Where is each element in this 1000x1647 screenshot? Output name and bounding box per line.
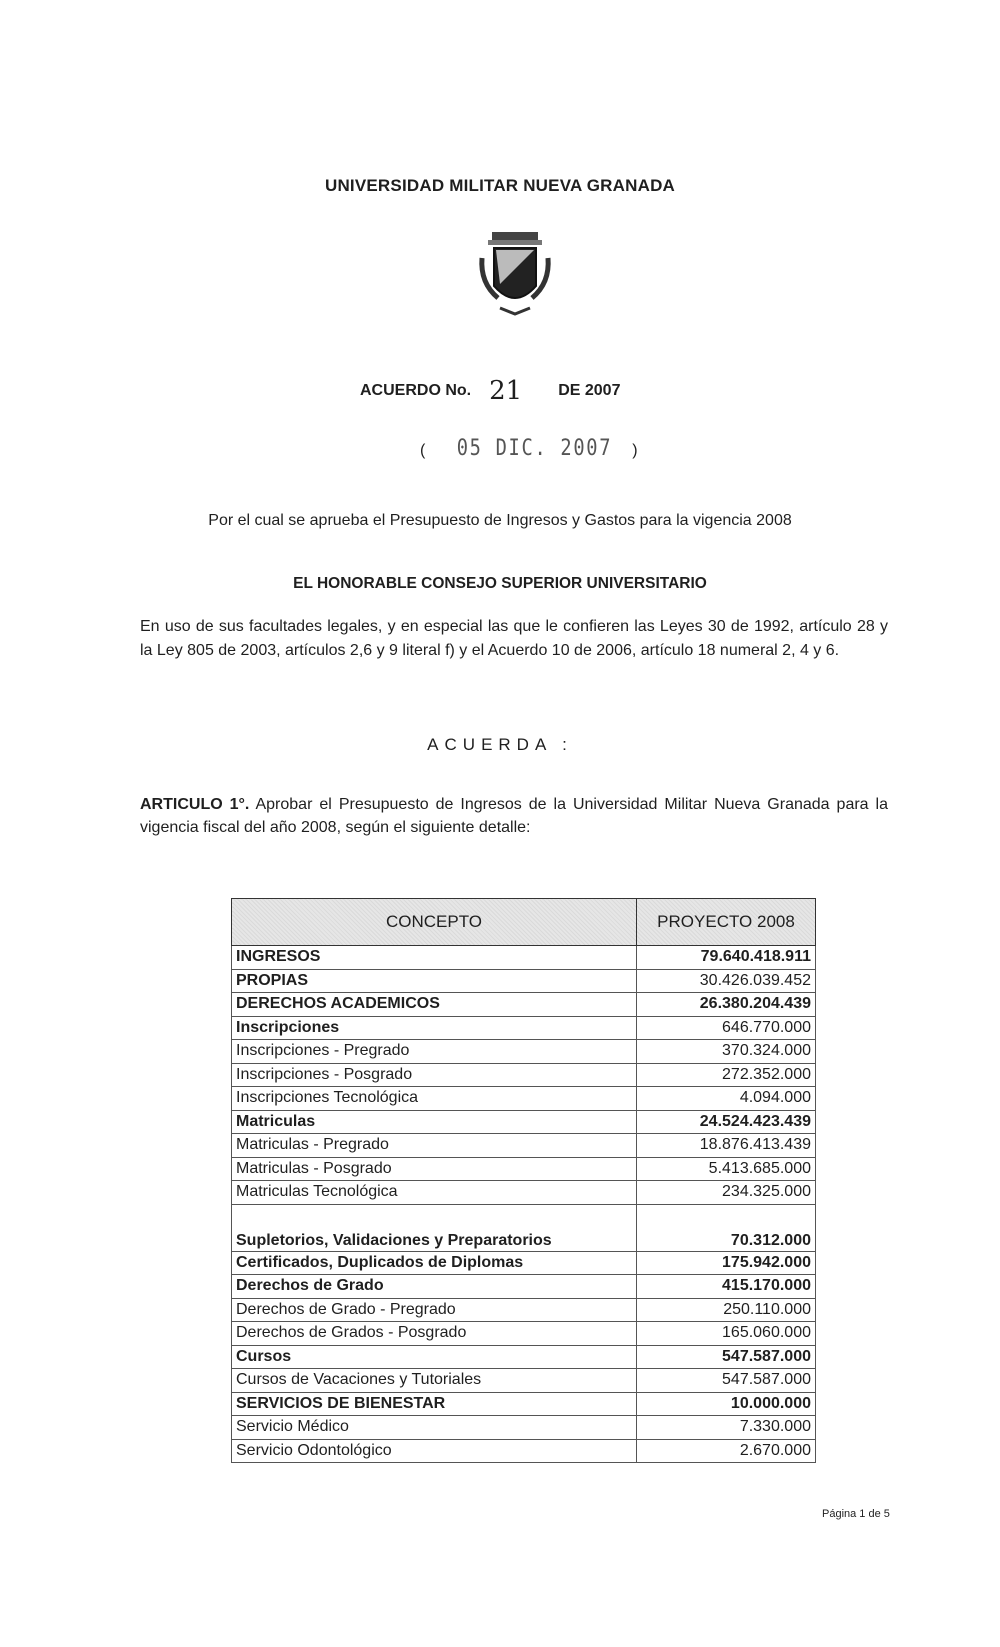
row-value: 2.670.000 xyxy=(637,1439,816,1463)
row-value: 10.000.000 xyxy=(637,1392,816,1416)
acuerdo-number: 21 xyxy=(489,376,523,406)
table-header-row xyxy=(232,899,816,946)
table-row xyxy=(232,1134,816,1158)
row-value: 24.524.423.439 xyxy=(637,1110,816,1134)
row-value: 18.876.413.439 xyxy=(637,1134,816,1158)
table-row xyxy=(232,993,816,1017)
table-row xyxy=(232,1110,816,1134)
row-concept: SERVICIOS DE BIENESTAR xyxy=(232,1392,637,1416)
row-value: 175.942.000 xyxy=(637,1251,816,1275)
row-value: 165.060.000 xyxy=(637,1322,816,1346)
row-concept: Derechos de Grado xyxy=(232,1275,637,1299)
table-row xyxy=(232,1369,816,1393)
header-proyecto-2008: PROYECTO 2008 xyxy=(637,899,816,946)
row-value: 79.640.418.911 xyxy=(637,946,816,970)
row-concept: Matriculas Tecnológica xyxy=(232,1181,637,1205)
table-row xyxy=(232,1016,816,1040)
row-concept: Inscripciones - Pregrado xyxy=(232,1040,637,1064)
row-concept: Certificados, Duplicados de Diplomas xyxy=(232,1251,637,1275)
row-value: 4.094.000 xyxy=(637,1087,816,1111)
article-1-paragraph xyxy=(140,793,888,839)
table-row xyxy=(232,1298,816,1322)
article-1-label: ARTICULO 1°. xyxy=(140,796,250,813)
row-concept: Servicio Odontológico xyxy=(232,1439,637,1463)
table-row xyxy=(232,1063,816,1087)
date-open-paren: ( xyxy=(420,442,426,459)
row-value: 370.324.000 xyxy=(637,1040,816,1064)
article-1-text: Aprobar el Presupuesto de Ingresos de la Universidad Militar Nueva Granada para la vigencia fiscal del año 2008, según el siguiente detalle: xyxy=(140,796,889,836)
council-heading: EL HONORABLE CONSEJO SUPERIOR UNIVERSITARIO xyxy=(293,575,707,592)
row-concept: Supletorios, Validaciones y Preparatorios xyxy=(232,1204,637,1251)
table-row xyxy=(232,1322,816,1346)
budget-table xyxy=(231,898,816,1463)
row-concept: Cursos de Vacaciones y Tutoriales xyxy=(232,1369,637,1393)
row-value: 646.770.000 xyxy=(637,1016,816,1040)
row-value: 26.380.204.439 xyxy=(637,993,816,1017)
row-concept: DERECHOS ACADEMICOS xyxy=(232,993,637,1017)
row-value: 547.587.000 xyxy=(637,1345,816,1369)
row-value: 547.587.000 xyxy=(637,1369,816,1393)
date-stamp: 05 DIC. 2007 xyxy=(457,436,613,461)
table-row xyxy=(232,1345,816,1369)
row-value: 7.330.000 xyxy=(637,1416,816,1440)
document-subtitle: Por el cual se aprueba el Presupuesto de Ingresos y Gastos para la vigencia 2008 xyxy=(208,512,792,529)
page-number: Página 1 de 5 xyxy=(822,1508,890,1520)
table-row xyxy=(232,1416,816,1440)
row-concept: Matriculas - Posgrado xyxy=(232,1157,637,1181)
row-concept: Servicio Médico xyxy=(232,1416,637,1440)
row-value: 70.312.000 xyxy=(637,1204,816,1251)
row-concept: PROPIAS xyxy=(232,969,637,993)
row-concept: INGRESOS xyxy=(232,946,637,970)
table-row xyxy=(232,1275,816,1299)
acuerdo-heading xyxy=(360,372,621,406)
university-seal-icon xyxy=(470,228,560,328)
table-row xyxy=(232,1087,816,1111)
table-row xyxy=(232,969,816,993)
date-close-paren: ) xyxy=(632,442,638,459)
row-concept: Inscripciones xyxy=(232,1016,637,1040)
table-row xyxy=(232,1251,816,1275)
row-value: 250.110.000 xyxy=(637,1298,816,1322)
date-line xyxy=(420,436,638,461)
row-value: 272.352.000 xyxy=(637,1063,816,1087)
acuerdo-label: ACUERDO No. xyxy=(360,382,472,399)
row-value: 234.325.000 xyxy=(637,1181,816,1205)
table-row xyxy=(232,1181,816,1205)
header-concepto: CONCEPTO xyxy=(232,899,637,946)
table-row xyxy=(232,1157,816,1181)
row-concept: Derechos de Grado - Pregrado xyxy=(232,1298,637,1322)
row-concept: Cursos xyxy=(232,1345,637,1369)
table-row xyxy=(232,1040,816,1064)
table-row xyxy=(232,1392,816,1416)
row-value: 415.170.000 xyxy=(637,1275,816,1299)
table-row xyxy=(232,1439,816,1463)
table-row xyxy=(232,946,816,970)
preamble-paragraph: En uso de sus facultades legales, y en especial las que le confieren las Leyes 30 de 1992, artículo 28 y la Ley 805 de 2003, artículos 2,6 y 9 literal f) y el Acuerdo 10 de 2006, artículo 18 numeral 2, 4 y 6. xyxy=(140,618,888,659)
university-title: UNIVERSIDAD MILITAR NUEVA GRANADA xyxy=(324,176,676,195)
row-concept: Inscripciones Tecnológica xyxy=(232,1087,637,1111)
row-value: 30.426.039.452 xyxy=(637,969,816,993)
row-concept: Inscripciones - Posgrado xyxy=(232,1063,637,1087)
row-value: 5.413.685.000 xyxy=(637,1157,816,1181)
row-concept: Derechos de Grados - Posgrado xyxy=(232,1322,637,1346)
acuerda-heading: ACUERDA : xyxy=(427,735,573,754)
table-row xyxy=(232,1204,816,1251)
row-concept: Matriculas xyxy=(232,1110,637,1134)
row-concept: Matriculas - Pregrado xyxy=(232,1134,637,1158)
acuerdo-year: DE 2007 xyxy=(558,382,621,399)
